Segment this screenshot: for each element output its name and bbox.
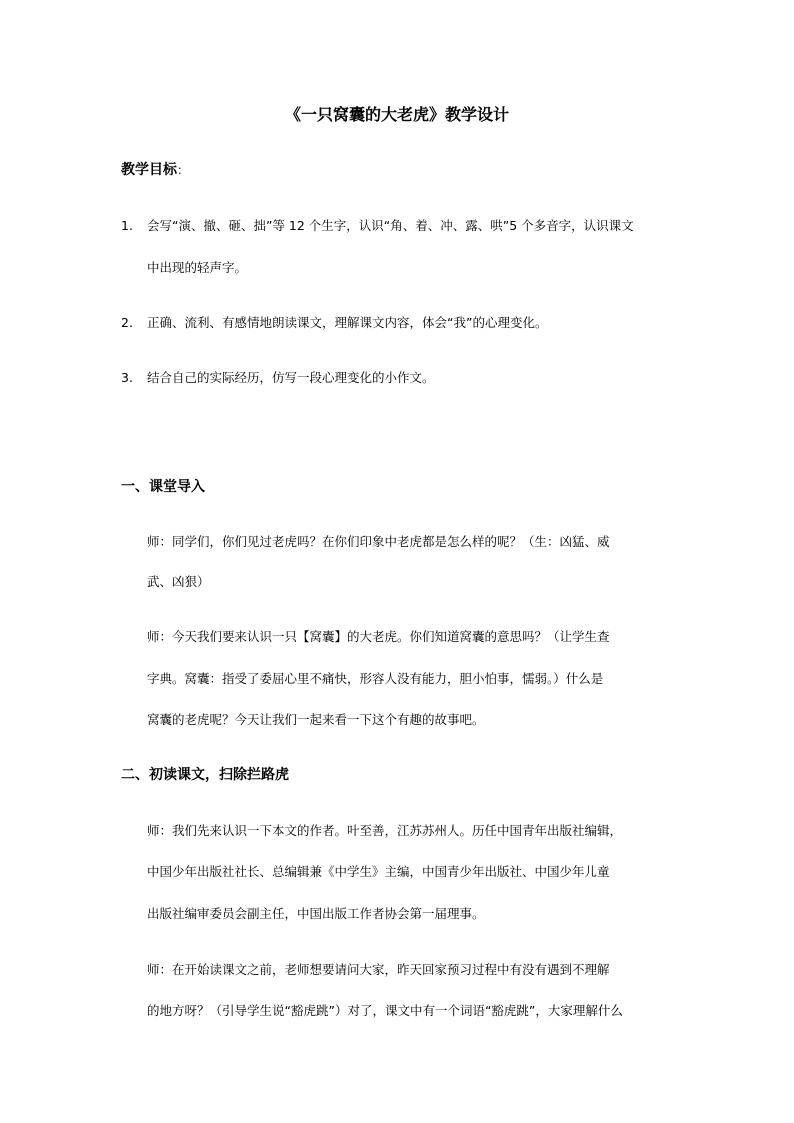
paragraph-line: 师：在开始读课文之前，老师想要请问大家，昨天回家预习过程中有没有遇到不理解	[147, 962, 610, 977]
paragraph-line: 出版社编审委员会副主任，中国出版工作者协会第一届理事。	[147, 906, 485, 921]
objective-number: 3.	[121, 370, 133, 385]
objective-line: 结合自己的实际经历，仿写一段心理变化的小作文。	[147, 370, 435, 385]
objective-line: 中出现的轻声字。	[147, 260, 248, 275]
section-heading: 一、课堂导入	[121, 479, 205, 495]
document-title: 《一只窝囊的大老虎》教学设计	[284, 105, 509, 124]
objectives-heading-colon: ：	[177, 163, 190, 177]
paragraph-line: 师：我们先来认识一下本文的作者。叶至善，江苏苏州人。历任中国青年出版社编辑，	[147, 823, 623, 838]
objective-number: 2.	[121, 315, 133, 330]
section-heading: 二、初读课文，扫除拦路虎	[121, 767, 289, 783]
objective-line: 正确、流利、有感情地朗读课文，理解课文内容，体会“我”的心理变化。	[147, 315, 548, 330]
paragraph-line: 师：今天我们要来认识一只【窝囊】的大老虎。你们知道窝囊的意思吗？（让学生查	[147, 629, 610, 644]
paragraph-line: 字典。窝囊：指受了委屈心里不痛快，形容人没有能力，胆小怕事，懦弱。）什么是	[147, 671, 604, 686]
paragraph-line: 武、凶狠）	[147, 574, 210, 589]
objective-line: 会写“演、撤、砸、拙”等 12 个生字，认识“角、着、冲、露、哄”5 个多音字，认识课文	[147, 218, 634, 233]
objective-number: 1.	[121, 218, 133, 233]
paragraph-line: 中国少年出版社社长、总编辑兼《中学生》主编，中国青少年出版社、中国少年儿童	[147, 864, 610, 879]
objectives-heading	[121, 160, 189, 180]
paragraph-line: 的地方呀？（引导学生说“豁虎跳”）对了，课文中有一个词语“豁虎跳”，大家理解什么	[147, 1003, 623, 1018]
paragraph-line: 窝囊的老虎呢？今天让我们一起来看一下这个有趣的故事吧。	[147, 712, 485, 727]
paragraph-line: 师：同学们，你们见过老虎吗？在你们印象中老虎都是怎么样的呢？（生：凶猛、威	[147, 534, 610, 549]
objectives-heading-text: 教学目标	[121, 162, 177, 178]
